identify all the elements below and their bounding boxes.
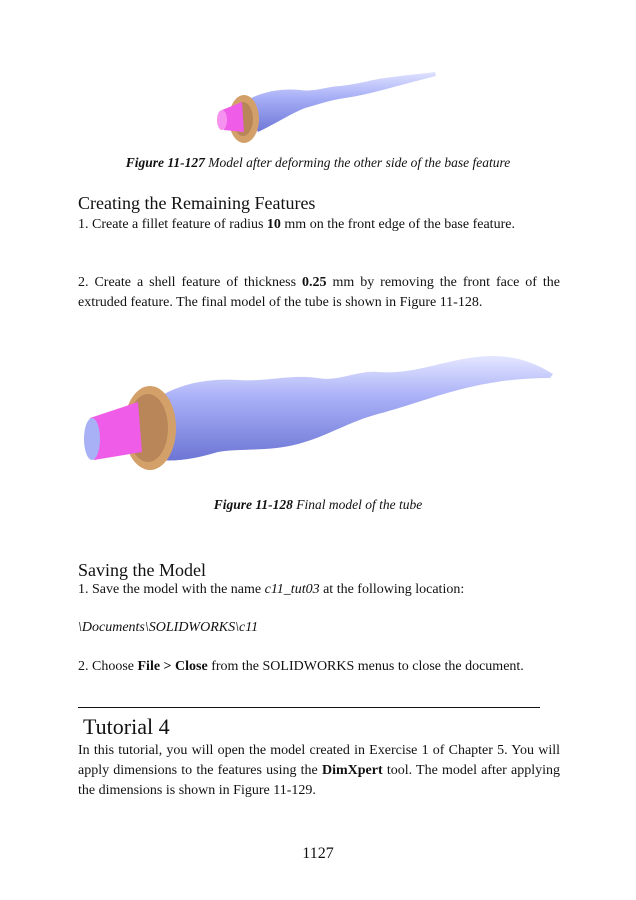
save-path: \Documents\SOLIDWORKS\c11 <box>78 620 259 635</box>
step-save: 1. Save the model with the name c11_tut03 at the following location: <box>78 582 465 597</box>
step-close: 2. Choose File > Close from the SOLIDWORKS menus to close the document. <box>78 659 524 674</box>
step-fillet: 1. Create a fillet feature of radius 10 mm on the front edge of the base feature. <box>78 217 515 232</box>
tutorial-intro: In this tutorial, you will open the model created in Exercise 1 of Chapter 5. You will apply dimensions to the features using the DimXpert tool. The model after applying the dimensions is shown in Figure 11-129. <box>78 743 561 798</box>
section-divider <box>78 707 540 708</box>
step-shell: 2. Create a shell feature of thickness 0.25 mm by removing the front face of the extruded feature. The final model of the tube is shown in Figure 11-128. <box>78 275 560 310</box>
section-heading-remaining: Creating the Remaining Features <box>78 193 316 213</box>
figure-11-127-image <box>210 72 440 146</box>
figure-11-127-caption: Figure 11-127 Model after deforming the other side of the base feature <box>125 155 511 170</box>
tube-body-large <box>158 356 553 461</box>
tube-body-small <box>244 72 436 132</box>
figure-11-128-caption: Figure 11-128 Final model of the tube <box>213 497 423 512</box>
page-number: 1127 <box>302 845 334 862</box>
tutorial-heading: Tutorial 4 <box>83 714 170 739</box>
section-heading-saving: Saving the Model <box>78 560 206 580</box>
figure-11-128-image <box>78 348 558 476</box>
